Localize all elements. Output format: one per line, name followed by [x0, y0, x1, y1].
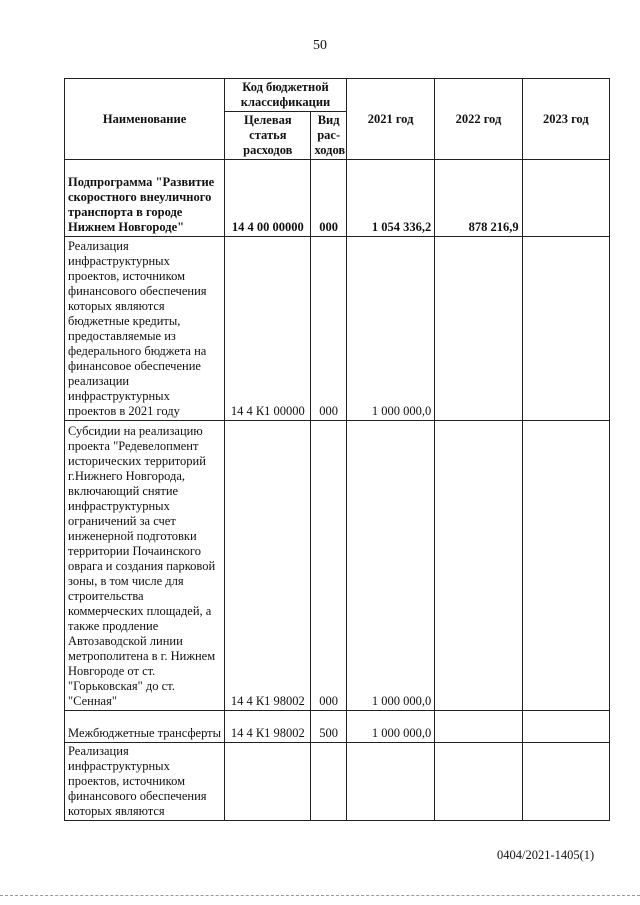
row-name: Межбюджетные трансферты: [65, 711, 225, 743]
row-kind: 000: [311, 237, 346, 421]
row-2023: [522, 743, 609, 821]
header-year-2021: 2021 год: [346, 79, 434, 160]
row-2022: 878 216,9: [435, 160, 522, 237]
header-target-article: Целевая статья расходов: [225, 112, 311, 160]
row-name: Субсидии на реализацию проекта "Редевелопмент исторических территорий г.Нижнего Новгорода, включающий снятие инфраструктурных ограничений за счет инженерной подготовки территории Почаинского оврага и создания парковой зоны, в том числе для строительства коммерческих площадей, а также продление Автозаводской линии метрополитена в г. Нижнем Новгороде от ст. "Горьковская" до ст. "Сенная": [65, 421, 225, 711]
row-2021: 1 054 336,2: [346, 160, 434, 237]
row-2022: [435, 711, 522, 743]
row-kind: 500: [311, 711, 346, 743]
row-target: 14 4 00 00000: [225, 160, 311, 237]
row-target: 14 4 К1 98002: [225, 711, 311, 743]
row-kind: 000: [311, 421, 346, 711]
row-target: 14 4 К1 00000: [225, 237, 311, 421]
header-year-2023: 2023 год: [522, 79, 609, 160]
row-2022: [435, 237, 522, 421]
table-row: [65, 743, 610, 821]
page-edge-divider: [0, 895, 640, 896]
row-2021: [346, 743, 434, 821]
table-row: [65, 711, 610, 743]
header-expense-kind: Вид рас-ходов: [311, 112, 346, 160]
page-number: 50: [313, 38, 327, 53]
row-kind: 000: [311, 160, 346, 237]
table-row: [65, 237, 610, 421]
row-name: Реализация инфраструктурных проектов, источником финансового обеспечения которых являются бюджетные кредиты, предоставляемые из федерального бюджета на финансовое обеспечение реализации инфраструктурных проектов в 2021 году: [65, 237, 225, 421]
row-2021: 1 000 000,0: [346, 711, 434, 743]
header-year-2022: 2022 год: [435, 79, 522, 160]
table-row: [65, 421, 610, 711]
row-target: [225, 743, 311, 821]
row-2023: [522, 421, 609, 711]
row-2023: [522, 237, 609, 421]
budget-table: [64, 78, 610, 821]
row-2022: [435, 421, 522, 711]
header-name: Наименование: [65, 79, 225, 160]
row-2022: [435, 743, 522, 821]
row-2021: 1 000 000,0: [346, 237, 434, 421]
table-row: [65, 160, 610, 237]
row-2021: 1 000 000,0: [346, 421, 434, 711]
row-name: Подпрограмма "Развитие скоростного внеуличного транспорта в городе Нижнем Новгороде": [65, 160, 225, 237]
row-2023: [522, 711, 609, 743]
row-name: Реализация инфраструктурных проектов, источником финансового обеспечения которых являются: [65, 743, 225, 821]
header-code-group: Код бюджетной классификации: [225, 79, 347, 112]
row-kind: [311, 743, 346, 821]
document-code: 0404/2021-1405(1): [497, 848, 595, 862]
row-2023: [522, 160, 609, 237]
row-target: 14 4 К1 98002: [225, 421, 311, 711]
